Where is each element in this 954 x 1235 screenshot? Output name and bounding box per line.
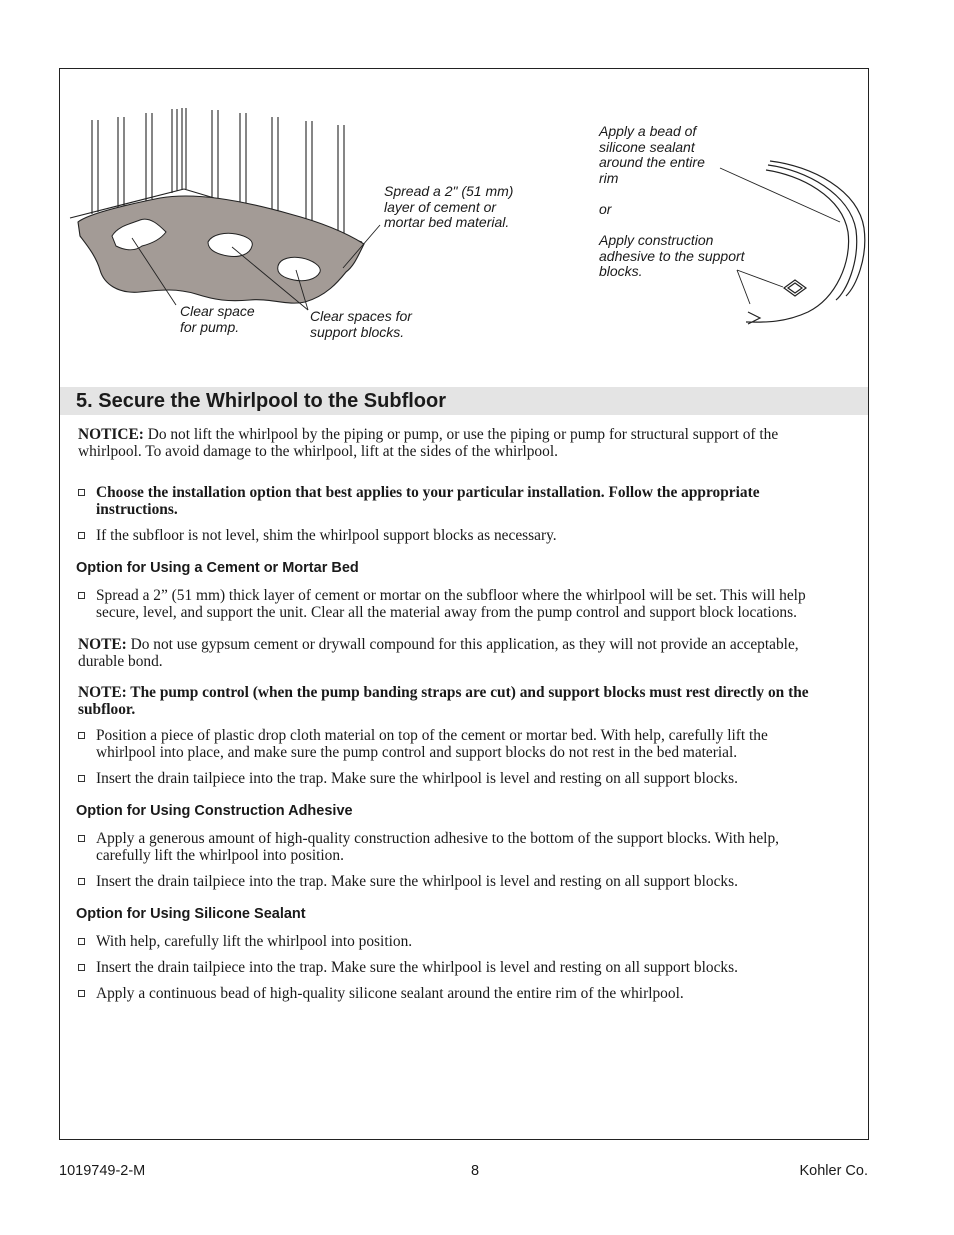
checkbox-icon: [78, 532, 85, 539]
checkbox-icon: [78, 835, 85, 842]
checkbox-icon: [78, 990, 85, 997]
section-body: [78, 426, 830, 1011]
footer-page-number: 8: [471, 1163, 480, 1179]
list-item: Position a piece of plastic drop cloth material on top of the cement or mortar bed. With help, carefully lift the whirlpool into place, and make sure the pump control and support blocks do not rest in the bed material.: [78, 727, 830, 761]
list-item: Apply a continuous bead of high-quality silicone sealant around the entire rim of the whirlpool.: [78, 985, 830, 1002]
checkbox-icon: [78, 878, 85, 885]
list-item: Insert the drain tailpiece into the trap. Make sure the whirlpool is level and resting on all support blocks.: [78, 959, 830, 976]
caption-pump-space: Clear space for pump.: [180, 303, 255, 335]
caption-silicone-bead: Apply a bead of silicone sealant around the entire rim: [599, 123, 705, 186]
list-item: With help, carefully lift the whirlpool into position.: [78, 933, 830, 950]
option-heading-mortar: Option for Using a Cement or Mortar Bed: [76, 560, 359, 576]
note-text: Do not use gypsum cement or drywall compound for this application, as they will not provide an acceptable, durable bond.: [78, 636, 799, 670]
checkbox-icon: [78, 938, 85, 945]
list-item: If the subfloor is not level, shim the whirlpool support blocks as necessary.: [78, 527, 830, 544]
list-item: Insert the drain tailpiece into the trap. Make sure the whirlpool is level and resting on all support blocks.: [78, 873, 830, 890]
section-title: 5. Secure the Whirlpool to the Subfloor: [76, 390, 447, 412]
list-item: Apply a generous amount of high-quality construction adhesive to the bottom of the support blocks. With help, carefully lift the whirlpool into position.: [78, 830, 830, 864]
footer-doc-number: 1019749-2-M: [59, 1163, 146, 1179]
notice-paragraph: [78, 426, 830, 460]
notice-text: Do not lift the whirlpool by the piping or pump, or use the piping or pump for structural support of the whirlpool. To avoid damage to the whirlpool, lift at the sides of the whirlpool.: [78, 426, 779, 460]
notice-label: NOTICE:: [78, 426, 144, 443]
list-item: Insert the drain tailpiece into the trap. Make sure the whirlpool is level and resting on all support blocks.: [78, 770, 830, 787]
list-item: Spread a 2” (51 mm) thick layer of cement or mortar on the subfloor where the whirlpool will be set. This will help secure, level, and support the unit. Clear all the material away from the pump control and support block locations.: [78, 587, 830, 621]
list-item: Choose the installation option that best applies to your particular installation. Follow the appropriate instructions.: [78, 484, 830, 518]
caption-spread-mortar: Spread a 2" (51 mm) layer of cement or mortar bed material.: [384, 183, 514, 230]
note-gypsum: [78, 636, 830, 670]
whirlpool-rim: [746, 161, 865, 324]
checkbox-icon: [78, 732, 85, 739]
checkbox-icon: [78, 964, 85, 971]
option-heading-silicone: Option for Using Silicone Sealant: [76, 906, 306, 922]
caption-construction-adhesive: Apply construction adhesive to the support blocks.: [599, 232, 745, 279]
option-heading-adhesive: Option for Using Construction Adhesive: [76, 803, 353, 819]
note-pump-control: NOTE: The pump control (when the pump banding straps are cut) and support blocks must rest directly on the subfloor.: [78, 684, 809, 718]
checkbox-icon: [78, 775, 85, 782]
footer-company: Kohler Co.: [799, 1163, 868, 1179]
note-label: NOTE:: [78, 636, 127, 653]
caption-block-spaces: Clear spaces for support blocks.: [310, 308, 412, 340]
checkbox-icon: [78, 489, 85, 496]
checkbox-icon: [78, 592, 85, 599]
caption-or: or: [599, 201, 612, 217]
